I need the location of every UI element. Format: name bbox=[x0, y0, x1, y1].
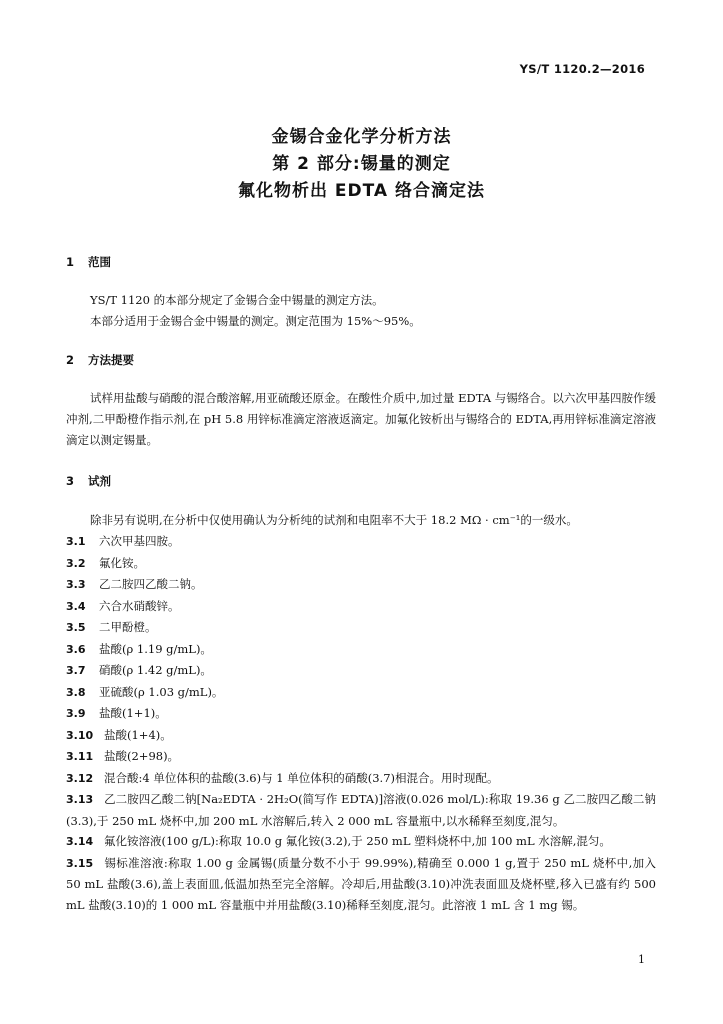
list-item bbox=[66, 768, 656, 790]
section-2-title: 方法提要 bbox=[88, 353, 134, 367]
title-line-2: 第 2 部分:锡量的测定 bbox=[272, 154, 451, 174]
section-3-heading bbox=[66, 473, 111, 489]
item-text: 氟化铵溶液(100 g/L):称取 10.0 g 氟化铵(3.2),于 250 mL 塑料烧杯中,加 100 mL 水溶解,混匀。 bbox=[104, 834, 611, 848]
item-text: 二甲酚橙。 bbox=[99, 620, 157, 634]
list-item bbox=[66, 531, 656, 553]
item-text: 锡标准溶液:称取 1.00 g 金属锡(质量分数不小于 99.99%),精确至 0.000 1 g,置于 250 mL 烧杯中,加入 50 mL 盐酸(3.6),盖上表面皿,低温加热至完全溶解。冷却后,用盐酸(3.10)冲洗表面皿及烧杯壁,移入已盛有约 500 mL 盐酸(3.10)的 1 000 mL 容量瓶中并用盐酸(3.10)稀释至刻度,混匀。此溶液 1 mL 含 1 mg 锡。 bbox=[66, 855, 656, 912]
item-text: 盐酸(2+98)。 bbox=[104, 749, 180, 763]
item-text: 亚硫酸(ρ 1.03 g/mL)。 bbox=[99, 684, 224, 699]
section-2-paragraph: 试样用盐酸与硝酸的混合酸溶解,用亚硫酸还原金。在酸性介质中,加过量 EDTA 与锡络合。以六次甲基四胺作缓冲剂,二甲酚橙作指示剂,在 pH 5.8 用锌标准滴定溶液返滴定。加氟化铵析出与锡络合的 EDTA,再用锌标准滴定溶液滴定以测定锡量。 bbox=[66, 391, 656, 447]
item-text: 乙二胺四乙酸二钠。 bbox=[99, 577, 203, 591]
section-2-number: 2 bbox=[66, 353, 75, 367]
title-line-1: 金锡合金化学分析方法 bbox=[271, 127, 452, 147]
section-1-paragraph-1: YS/T 1120 的本部分规定了金锡合金中锡量的测定方法。 bbox=[90, 293, 384, 307]
section-3-intro-text: 除非另有说明,在分析中仅使用确认为分析纯的试剂和电阻率不大于 18.2 MΩ · cm⁻¹的一级水。 bbox=[90, 513, 578, 527]
list-item bbox=[66, 553, 656, 575]
section-1-title: 范围 bbox=[88, 255, 111, 269]
section-2-body bbox=[66, 388, 656, 451]
list-item bbox=[66, 596, 656, 618]
list-item bbox=[66, 682, 656, 704]
item-number: 3.13 bbox=[66, 793, 94, 806]
item-number: 3.3 bbox=[66, 578, 86, 591]
section-1-paragraph-2: 本部分适用于金锡合金中锡量的测定。测定范围为 15%～95%。 bbox=[90, 314, 421, 328]
section-1-number: 1 bbox=[66, 255, 75, 269]
list-item bbox=[66, 725, 656, 747]
section-2-heading bbox=[66, 352, 134, 368]
item-number: 3.12 bbox=[66, 771, 94, 785]
list-item bbox=[66, 617, 656, 639]
list-item bbox=[66, 574, 656, 596]
item-text: 乙二胺四乙酸二钠[Na₂EDTA · 2H₂O(简写作 EDTA)]溶液(0.026 mol/L):称取 19.36 g 乙二胺四乙酸二钠(3.3),于 250 mL 烧杯中,加 200 mL 水溶解后,转入 2 000 mL 容量瓶中,以水稀释至刻度,混匀。 bbox=[66, 792, 656, 828]
item-number: 3.5 bbox=[66, 621, 86, 634]
list-item bbox=[66, 639, 656, 661]
item-text: 混合酸:4 单位体积的盐酸(3.6)与 1 单位体积的硝酸(3.7)相混合。用时现配。 bbox=[104, 770, 499, 785]
list-item bbox=[66, 831, 656, 853]
list-item bbox=[66, 703, 656, 725]
item-text: 六次甲基四胺。 bbox=[99, 534, 180, 548]
item-number: 3.7 bbox=[66, 664, 86, 677]
item-number: 3.15 bbox=[66, 856, 94, 870]
section-3-intro bbox=[66, 510, 656, 531]
list-item bbox=[66, 746, 656, 768]
item-text: 盐酸(1+4)。 bbox=[104, 727, 172, 742]
item-number: 3.4 bbox=[66, 599, 86, 613]
item-text: 盐酸(ρ 1.19 g/mL)。 bbox=[99, 641, 212, 656]
item-text: 盐酸(1+1)。 bbox=[99, 706, 167, 720]
page-number: 1 bbox=[638, 953, 645, 966]
section-3-title: 试剂 bbox=[88, 474, 111, 488]
reagent-list bbox=[66, 531, 656, 915]
item-number: 3.9 bbox=[66, 707, 86, 720]
title-line-3: 氟化物析出 EDTA 络合滴定法 bbox=[238, 181, 485, 201]
section-1-heading bbox=[66, 254, 111, 270]
item-number: 3.6 bbox=[66, 642, 86, 656]
document-title bbox=[0, 124, 723, 205]
item-number: 3.8 bbox=[66, 685, 86, 699]
list-item bbox=[66, 853, 656, 916]
item-text: 硝酸(ρ 1.42 g/mL)。 bbox=[99, 663, 212, 677]
item-number: 3.14 bbox=[66, 835, 94, 848]
list-item bbox=[66, 789, 656, 831]
item-number: 3.1 bbox=[66, 535, 86, 548]
item-number: 3.2 bbox=[66, 556, 86, 570]
item-text: 氟化铵。 bbox=[99, 555, 145, 570]
section-3-number: 3 bbox=[66, 474, 75, 488]
standard-number: YS/T 1120.2—2016 bbox=[519, 62, 645, 76]
section-1-body bbox=[66, 290, 656, 332]
item-number: 3.11 bbox=[66, 750, 94, 763]
item-text: 六合水硝酸锌。 bbox=[99, 598, 180, 613]
list-item bbox=[66, 660, 656, 682]
item-number: 3.10 bbox=[66, 728, 94, 742]
